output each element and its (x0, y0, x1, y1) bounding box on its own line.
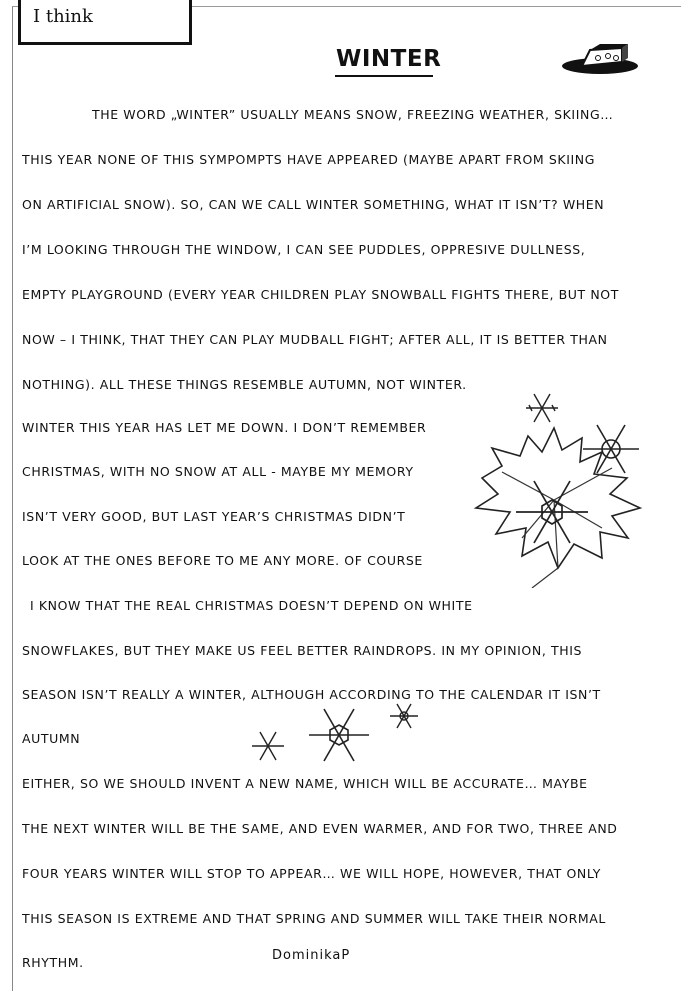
snowflake-icon (306, 702, 372, 768)
body-line-10: ISN’T VERY GOOD, BUT LAST YEAR’S CHRISTMAS DIDN’T (22, 509, 406, 524)
body-line-8: WINTER THIS YEAR HAS LET ME DOWN. I DON’T REMEMBER (22, 420, 427, 435)
body-line-15: AUTUMN (22, 731, 81, 746)
body-line-2: THIS YEAR NONE OF THIS SYMPOMPTS HAVE APPEARED (MAYBE APART FROM SKIING (22, 152, 596, 167)
snowflake-icon (580, 418, 642, 480)
body-line-9: CHRISTMAS, WITH NO SNOW AT ALL - MAYBE MY MEMORY (22, 464, 414, 479)
section-tag: I think (33, 6, 93, 27)
article-title: WINTER (336, 46, 442, 72)
body-line-17: THE NEXT WINTER WILL BE THE SAME, AND EVEN WARMER, AND FOR TWO, THREE AND (22, 821, 618, 836)
body-line-18: FOUR YEARS WINTER WILL STOP TO APPEAR… WE WILL HOPE, HOWEVER, THAT ONLY (22, 866, 601, 881)
body-line-11: LOOK AT THE ONES BEFORE TO ME ANY MORE. OF COURSE (22, 553, 423, 568)
body-line-20: RHYTHM. (22, 955, 84, 970)
body-line-14: SEASON ISN’T REALLY A WINTER, ALTHOUGH ACCORDING TO THE CALENDAR IT ISN’T (22, 687, 601, 702)
body-line-6: NOW – I THINK, THAT THEY CAN PLAY MUDBALL FIGHT; AFTER ALL, IT IS BETTER THAN (22, 332, 608, 347)
title-underline (335, 75, 433, 77)
body-line-4: I’M LOOKING THROUGH THE WINDOW, I CAN SEE PUDDLES, OPPRESIVE DULLNESS, (22, 242, 586, 257)
snowflake-icon (512, 472, 592, 552)
section-tag-box (18, 0, 192, 45)
snowflake-icon (250, 728, 286, 764)
pie-icon (560, 36, 642, 76)
body-line-13: SNOWFLAKES, BUT THEY MAKE US FEEL BETTER RAINDROPS. IN MY OPINION, THIS (22, 643, 583, 658)
body-line-1: THE WORD „WINTER” USUALLY MEANS SNOW, FREEZING WEATHER, SKIING… (92, 107, 614, 122)
body-line-12: I KNOW THAT THE REAL CHRISTMAS DOESN’T DEPEND ON WHITE (30, 598, 473, 613)
snowflake-icon (524, 390, 560, 426)
body-line-7: NOTHING). ALL THESE THINGS RESEMBLE AUTUMN, NOT WINTER. (22, 377, 467, 392)
body-line-16: EITHER, SO WE SHOULD INVENT A NEW NAME, WHICH WILL BE ACCURATE… MAYBE (22, 776, 588, 791)
body-line-5: EMPTY PLAYGROUND (EVERY YEAR CHILDREN PLAY SNOWBALL FIGHTS THERE, BUT NOT (22, 287, 619, 302)
body-line-19: THIS SEASON IS EXTREME AND THAT SPRING AND SUMMER WILL TAKE THEIR NORMAL (22, 911, 606, 926)
snowflake-icon (388, 700, 420, 732)
author-signature: DominikaP (272, 948, 351, 963)
body-line-3: ON ARTIFICIAL SNOW). SO, CAN WE CALL WINTER SOMETHING, WHAT IT ISN’T? WHEN (22, 197, 605, 212)
